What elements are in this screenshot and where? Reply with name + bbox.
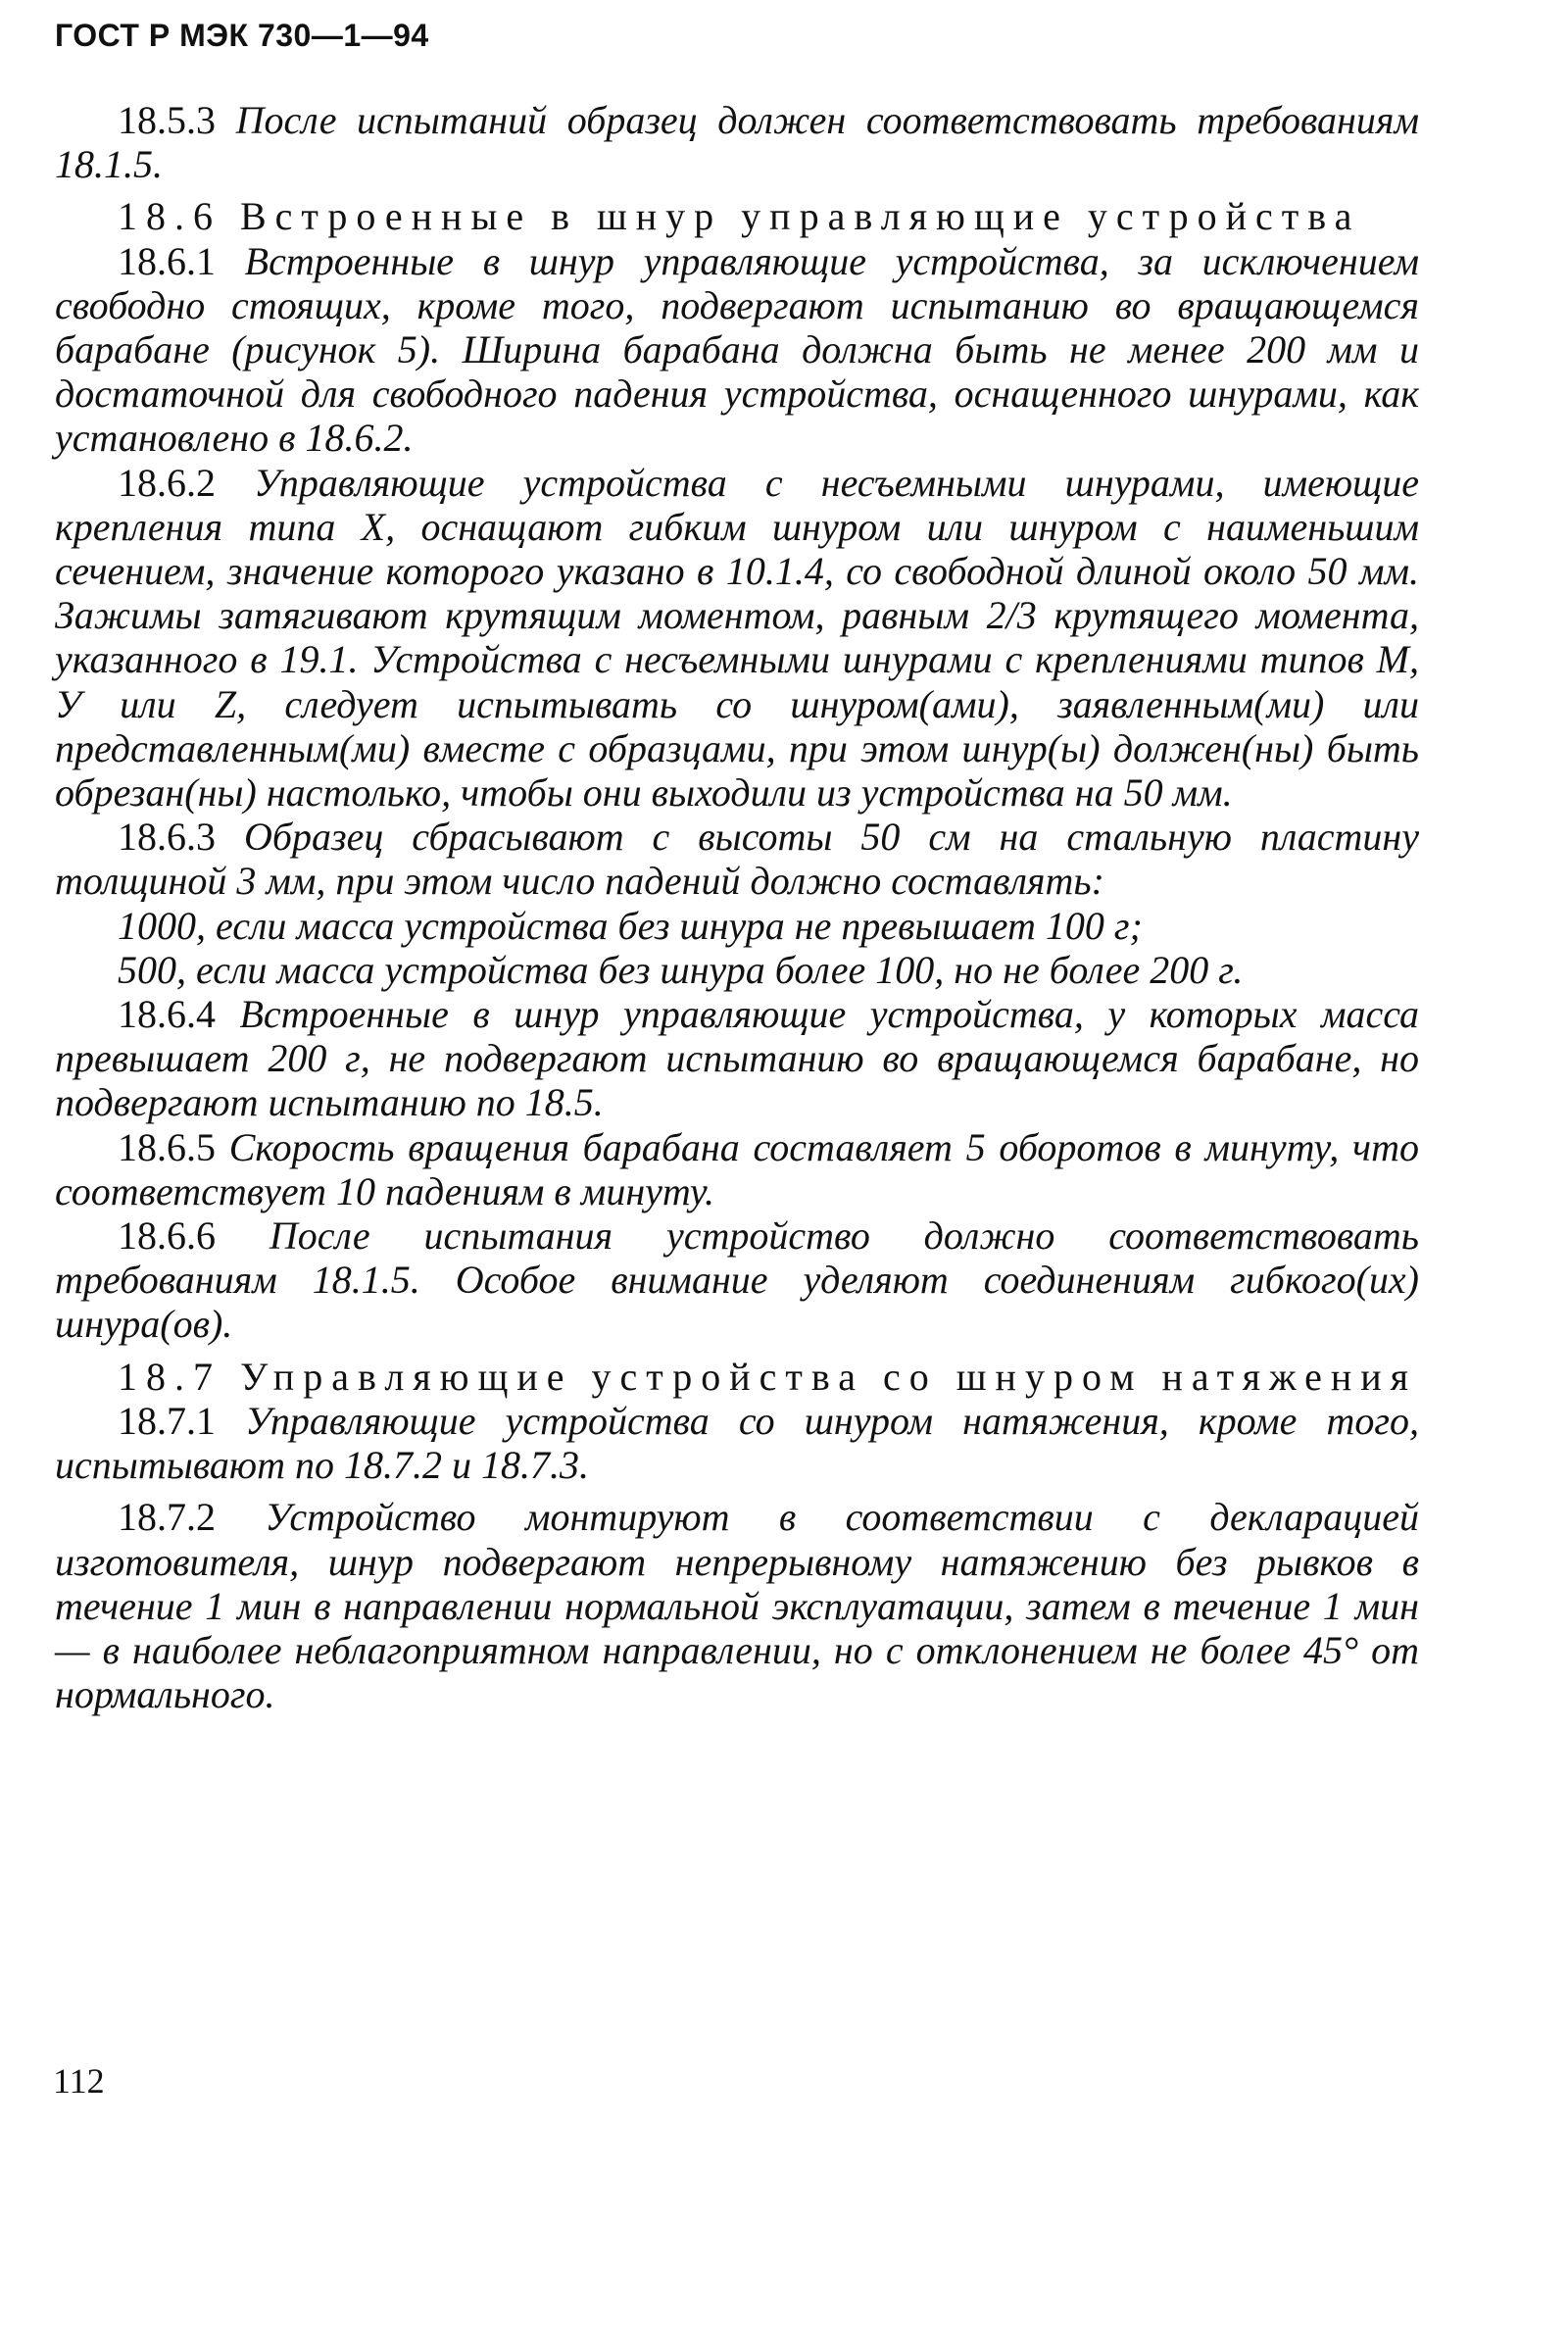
clause-text: Устройство монтируют в соответствии с декларацией изготовителя, шнур подвергают непрерывному натяжению без рывков в течение 1 мин в направлении нормальной эксплуатации, затем в течение 1 мин — в наиболее неблагоприятном направлении, но с отклонением не более 45° от нормального. bbox=[55, 1495, 1419, 1717]
clause-18-6-4 bbox=[55, 992, 1419, 1125]
clause-text: Встроенные в шнур управляющие устройства, у которых масса превышает 200 г, не подвергают испытанию во вращающемся барабане, но подвергают испытанию по 18.5. bbox=[55, 992, 1420, 1125]
clause-18-6-3 bbox=[55, 815, 1419, 903]
list-item-500: 500, если масса устройства без шнура более 100, но не более 200 г. bbox=[118, 947, 1244, 992]
page-header: ГОСТ Р МЭК 730—1—94 bbox=[55, 18, 429, 53]
list-item-1000: 1000, если масса устройства без шнура не превышает 100 г; bbox=[118, 903, 1143, 948]
clause-number: 18.6.6 bbox=[118, 1213, 216, 1259]
section-title: Встроенные в шнур управляющие устройства bbox=[240, 194, 1361, 239]
clause-18-6-6 bbox=[55, 1213, 1419, 1347]
clause-number: 18.6.5 bbox=[118, 1124, 216, 1169]
clause-18-5-3 bbox=[55, 98, 1419, 186]
clause-text: Скорость вращения барабана составляет 5 оборотов в минуту, что соответствует 10 падениям в минуту. bbox=[55, 1124, 1420, 1213]
clause-number: 18.6.3 bbox=[118, 815, 216, 860]
clause-text: После испытания устройство должно соответствовать требованиям 18.1.5. Особое внимание уделяют соединениям гибкого(их) шнура(ов). bbox=[55, 1213, 1419, 1347]
section-number: 18.6 bbox=[118, 194, 221, 239]
clause-18-7-1 bbox=[55, 1399, 1419, 1487]
clause-18-6-5 bbox=[55, 1125, 1419, 1213]
clause-text: Управляющие устройства с несъемными шнурами, имеющие крепления типа X, оснащают гибким шнуром или шнуром с наименьшим сечением, значение которого указано в 10.1.4, со свободной длиной около 50 мм. Зажимы затягивают крутящим моментом, равным 2/3 крутящего момента, указанного в 19.1. Устройства с несъемными шнурами с креплениями типов M, У или Z, следует испытывать со шнуром(ами), заявленным(ми) или представленным(ми) вместе с образцами, при этом шнур(ы) должен(ны) быть обрезан(ны) настолько, чтобы они выходили из устройства на 50 мм. bbox=[55, 460, 1419, 816]
clause-number: 18.6.1 bbox=[118, 238, 216, 283]
clause-number: 18.7.1 bbox=[118, 1398, 216, 1443]
section-heading-18-6 bbox=[55, 194, 1419, 238]
clause-number: 18.5.3 bbox=[118, 98, 216, 142]
clause-text: Управляющие устройства со шнуром натяжения, кроме того, испытывают по 18.7.2 и 18.7.3. bbox=[55, 1398, 1419, 1488]
clause-number: 18.7.2 bbox=[118, 1495, 216, 1540]
document-body bbox=[55, 98, 1419, 1716]
clause-18-6-1 bbox=[55, 239, 1419, 461]
clause-18-6-2 bbox=[55, 461, 1419, 816]
section-title: Управляющие устройства со шнуром натяжения bbox=[240, 1354, 1418, 1399]
clause-18-7-2 bbox=[55, 1495, 1419, 1716]
clause-number: 18.6.2 bbox=[118, 460, 216, 505]
page-number: 112 bbox=[53, 2061, 105, 2101]
clause-text: Встроенные в шнур управляющие устройства, за исключением свободно стоящих, кроме того, подвергают испытанию во вращающемся барабане (рисунок 5). Ширина барабана должна быть не менее 200 мм и достаточной для свободного падения устройства, оснащенного шнурами, как установлено в 18.6.2. bbox=[55, 238, 1420, 461]
clause-text: Образец сбрасывают с высоты 50 см на стальную пластину толщиной 3 мм, при этом число падений должно составлять: bbox=[55, 815, 1420, 904]
section-heading-18-7 bbox=[55, 1355, 1419, 1399]
section-number: 18.7 bbox=[118, 1354, 221, 1399]
clause-number: 18.6.4 bbox=[118, 992, 216, 1037]
clause-text: После испытаний образец должен соответствовать требованиям 18.1.5. bbox=[55, 98, 1419, 187]
